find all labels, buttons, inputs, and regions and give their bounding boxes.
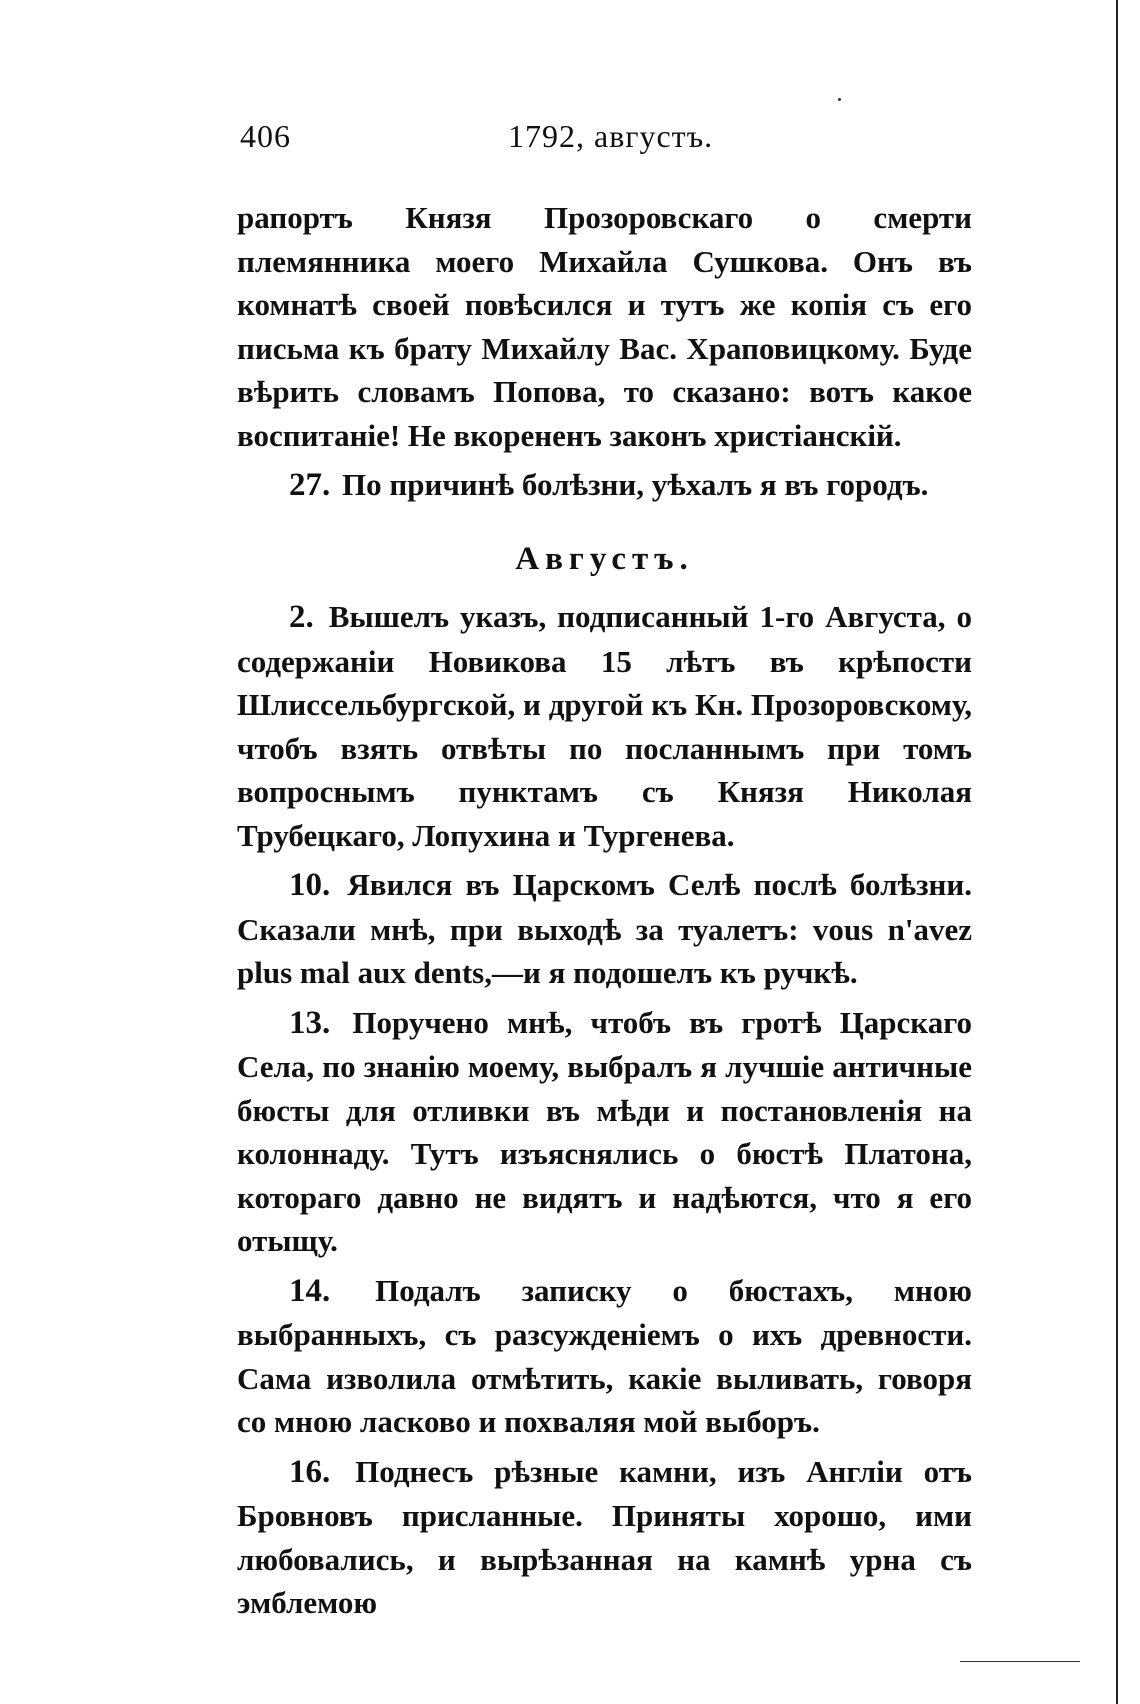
entry-paragraph-10: [237, 863, 972, 995]
entry-paragraph-16: [237, 1450, 972, 1625]
entry-date: 10.: [289, 867, 331, 903]
entry-paragraph-13: [237, 1001, 972, 1263]
page-edge-line: [1116, 0, 1118, 1704]
print-speck: [838, 98, 841, 101]
entry-paragraph-27: [237, 463, 972, 508]
entry-date: 27.: [289, 467, 331, 503]
entry-text: По причинѣ болѣзни, уѣхалъ я въ городъ.: [342, 467, 929, 502]
entry-paragraph-2: [237, 595, 972, 857]
entry-text: Вышелъ указъ, подписанный 1-го Августа, о содержаніи Новикова 15 лѣтъ въ крѣпости Шлиссельбургской, и другой къ Кн. Прозоровскому, чтобъ взять отвѣты по посланнымъ при томъ вопроснымъ пунктамъ съ Князя Николая Трубецкаго, Лопухина и Тургенева.: [237, 599, 973, 853]
entry-text: Подалъ записку о бюстахъ, мною выбранныхъ, съ разсужденіемъ о ихъ древности. Сама изволила отмѣтить, какіе выливать, говоря со мною ласково и похваляя мой выборъ.: [237, 1272, 972, 1439]
entry-date: 2.: [289, 599, 314, 635]
entry-text: Поднесъ рѣзные камни, изъ Англіи отъ Бровновъ присланные. Приняты хорошо, ими любовались, и вырѣзанная на камнѣ урна съ эмблемою: [237, 1453, 972, 1620]
entry-date: 14.: [289, 1272, 331, 1309]
page-header: [240, 118, 980, 166]
bottom-rule-line: [960, 1661, 1080, 1662]
running-head: 1792, августъ.: [508, 118, 714, 154]
intro-paragraph: рапортъ Князя Прозоровскаго о смерти племянника моего Михайла Сушкова. Онъ въ комнатѣ своей повѣсился и тутъ же копія съ его письма къ брату Михайлу Вас. Храповицкому. Буде вѣрить словамъ Попова, то сказано: вотъ какое воспитаніе! Не вкорененъ законъ христіанскій.: [237, 200, 972, 453]
entry-paragraph-14: [237, 1269, 972, 1444]
entry-date: 16.: [289, 1453, 331, 1490]
body-text: [237, 196, 972, 1625]
page-number: 406: [240, 118, 291, 154]
entry-text: Явился въ Царскомъ Селѣ послѣ болѣзни. Сказали мнѣ, при выходѣ за туалетъ: vous n'avez plus mal aux dents,—и я подошелъ къ ручкѣ.: [237, 867, 972, 990]
section-title: Августъ.: [515, 540, 694, 577]
entry-text: Поручено мнѣ, чтобъ въ гротѣ Царскаго Села, по знанію моему, выбралъ я лучшіе античные бюсты для отливки въ мѣди и постановленія на колоннаду. Тутъ изъяснялись о бюстѣ Платона, котораго давно не видятъ и надѣются, что я его отыщу.: [237, 1004, 973, 1258]
entry-date: 13.: [289, 1004, 331, 1041]
